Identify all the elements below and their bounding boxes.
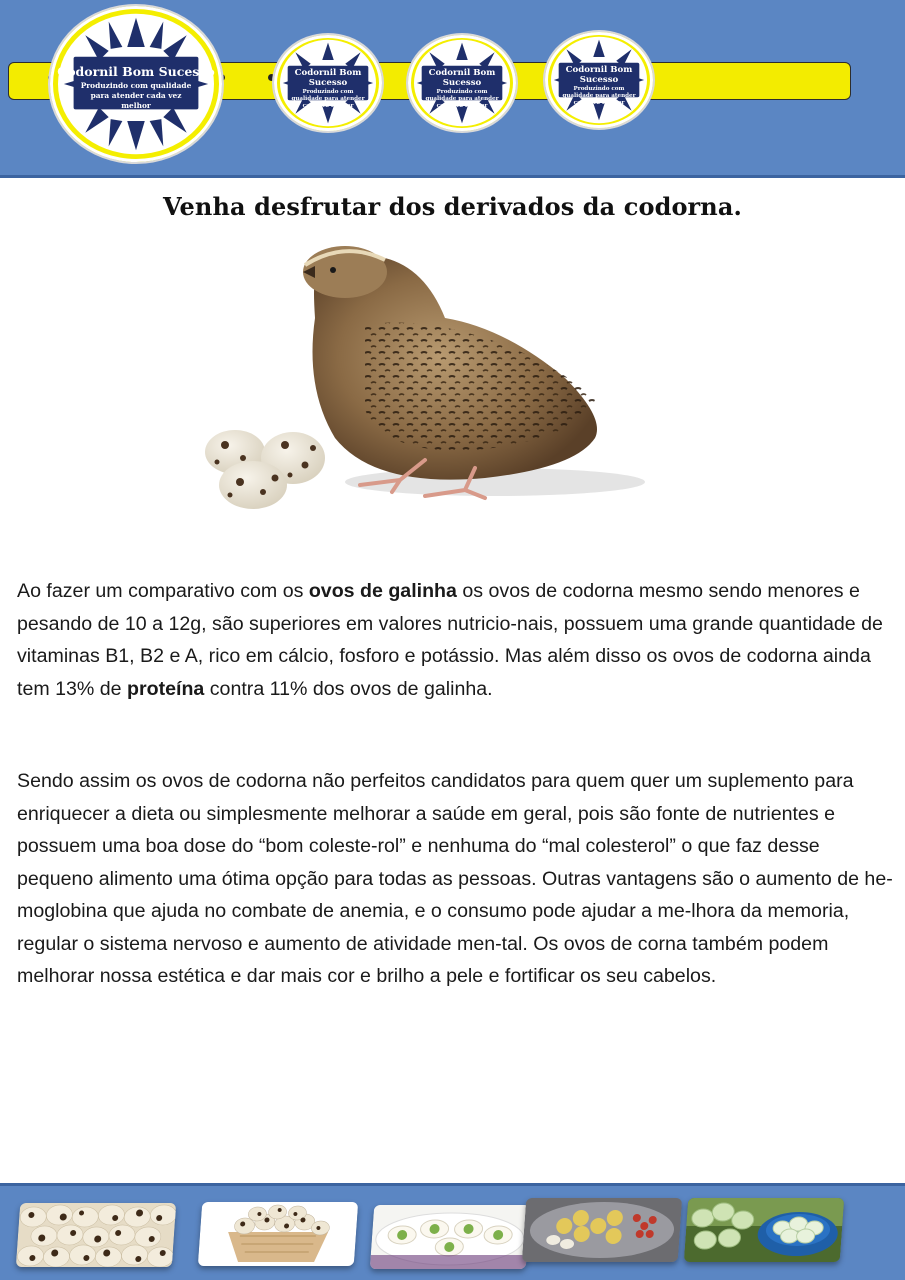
brand-seal-large [48,4,224,164]
brand-tagline: Produzindo com qualidade para atender cada vez melhor [80,81,192,110]
paragraph-text: Ao fazer um comparativo com os [17,580,309,602]
bold-term: proteína [127,677,205,700]
seal-text-block [408,68,516,110]
page-title: Venha desfrutar dos derivados da codorna. [163,192,742,221]
brand-tagline: Produzindo com qualidade para atender cada vez melhor [425,89,499,109]
brand-seal-small [543,30,655,130]
brand-name: Codornil Bom Sucesso [294,68,362,88]
eggs-basket-image [198,1202,358,1266]
benefits-paragraph: Sendo assim os ovos de codorna não perfeitos candidatos para quem quer um suplemento para enriquecer a dieta ou simplesmente melhorar a saúde em geral, pois são fonte de nutrientes e possuem uma boa dose do “bom coleste-rol” e nenhuma do “mal colesterol” o que faz desse pequeno alimento uma ótima opção para todas as pessoas. Outras vantagens são o aumento de he-moglobina que ajuda no combate de anemia, e o consumo pode ajudar a me-lhora da memoria, regular o sistema nervoso e aumento de atividade men-tal. Os ovos de corna também podem melhorar nossa estética e dar mais cor e brilho a pele e fortificar os seu cabelos. [17,770,893,987]
brand-seal-small [406,33,518,133]
pickled-eggs-platter-image [522,1198,682,1262]
brand-name: Codornil Bom Sucesso [565,65,633,85]
eggs-in-bowl-image [684,1198,844,1262]
brand-name: Codornil Bom Sucesso [428,68,496,88]
brand-tagline: Produzindo com qualidade para atender cada vez melhor [562,86,636,106]
stuffed-eggs-dish-image [370,1205,530,1269]
brand-seal-small [272,33,384,133]
seal-text-block [274,68,382,110]
bold-term: ovos de galinha [308,580,457,602]
paragraph-text: contra 11% dos ovos de galinha. [204,677,493,700]
nutrition-paragraph [17,575,893,705]
brand-name: Codornil Bom Sucesso [57,64,215,79]
quail-eggs-pile-image [16,1203,176,1267]
seal-text-block [545,65,653,107]
quail-with-eggs-image [195,230,665,530]
paragraph-text: os ovos de codorna mesmo sendo menores e pesando de 10 a 12g, são superiores em valores nutricio-nais, possuem uma grande quantidade de vitaminas B1, B2 e A, rico em cálcio, fosforo e potássio. Mas além disso os ovos de codorna ainda tem 13% de [17,580,883,700]
seal-text-block [50,64,222,111]
brand-tagline: Produzindo com qualidade para atender cada vez melhor [291,89,365,109]
